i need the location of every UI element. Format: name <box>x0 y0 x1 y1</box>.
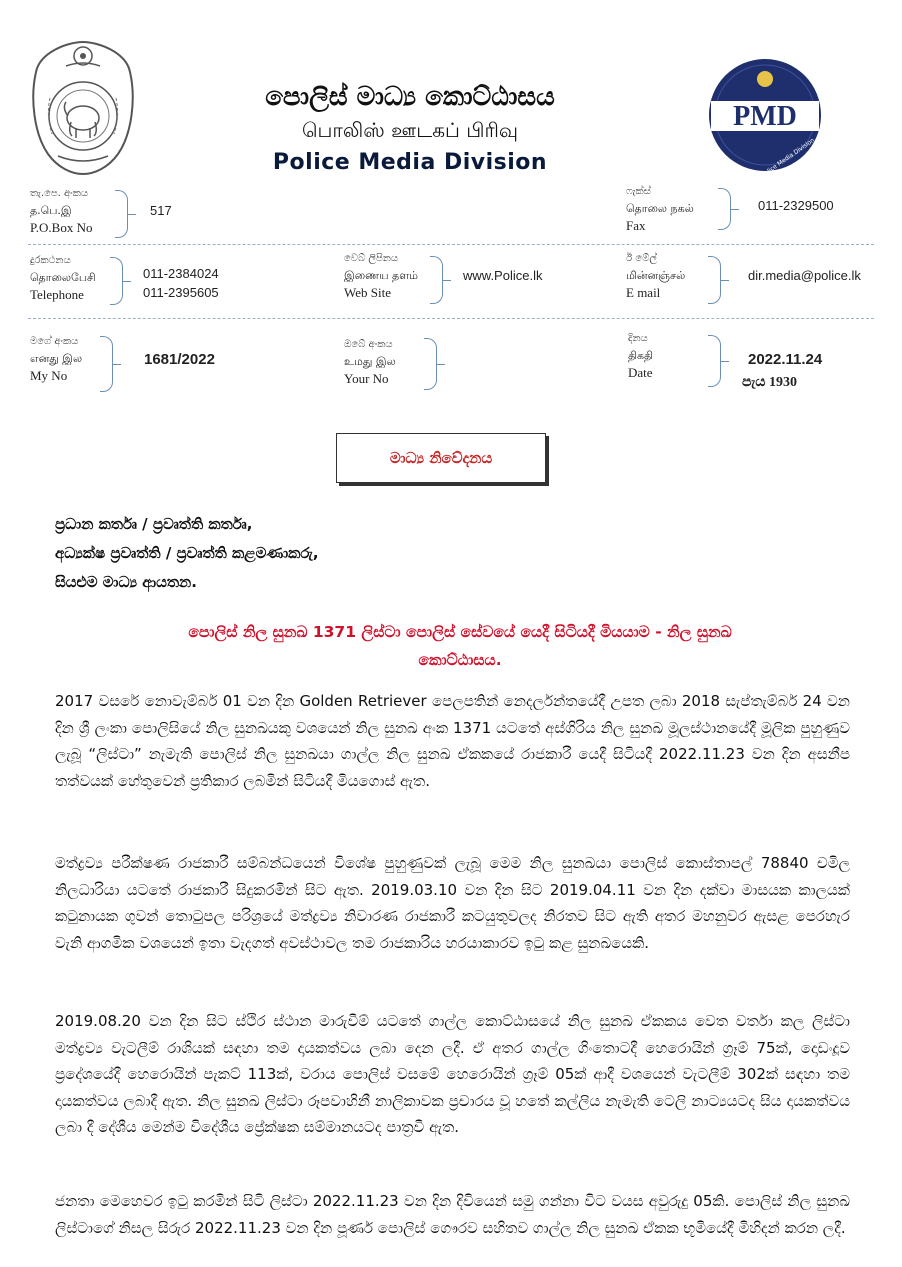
email-value[interactable]: dir.media@police.lk <box>748 268 861 283</box>
divider <box>28 318 874 319</box>
title-english: Police Media Division <box>272 150 548 175</box>
fax-brace <box>718 188 731 230</box>
body-paragraph-3: 2019.08.20 වන දින සිට ස්ථිර ස්ථාන මාරුවීම් යටතේ ගාල්ල කොට්ඨාසයේ නිල සුනඛ ඒකකය වෙත වර්තා කල ලිස්ටා මත්ද්‍රව්‍ය වැටලීම් රාශියක් සඳහා තම දායකත්වය ලබා දෙන ලදී. ඒ අතර ගාල්ල ගිංතොටදී හෙරොයින් ග්‍රෑම් 75ක්, දොඩංදූව ප්‍රදේශයේදී හෙරොයින් පැකට් 113ක්, වරාය පොලිස් වසමේ හෙරොයින් ග්‍රෑම් 05ක් ආදී වශයෙන් වැටලීම් 302ක් සඳහා තම දායකත්වය ලබාදී ඇත. නිල සුනඛ ලිස්ටා රූපවාහිනී නාලිකාවක ප්‍රචාරය වූ හතේ කල්ලිය නැමැති ටෙලි නාට්‍යයටද සිය දායකත්වය ලබා දී දේශීය මෙන්ම විදේශීය ප්‍රේක්ෂක සම්මානයටද පාත්‍රවී ඇත. <box>55 1012 850 1136</box>
police-emblem <box>28 38 138 178</box>
pmd-logo-text: PMD <box>733 101 797 132</box>
pobox-label-si: තැ.පෙ. අංකය <box>30 188 89 199</box>
date-label-si: දිනය <box>628 333 648 344</box>
website-label-ta: இணைய தளம் <box>344 269 418 282</box>
website-brace <box>430 256 443 304</box>
header-title-block <box>200 80 620 180</box>
telephone-brace <box>110 257 123 305</box>
fax-label-si: ෆැක්ස් <box>626 186 651 197</box>
fax-label-ta: தொலை நகல் <box>626 202 694 215</box>
my-no-label-en: My No <box>30 368 68 383</box>
date-label <box>628 330 653 381</box>
body-paragraph-1: 2017 වසරේ නොවැම්බර් 01 වන දින Golden Retriever පෙලපතින් නෙදර්ලන්තයේදී උපත ලබා 2018 සැප්තැම්බර් 24 වන දින ශ්‍රී ලංකා පොලිසියේ නිල සුනඛයකු වශයෙන් නිල සුනඛ අංක 1371 යටතේ අස්ගිරිය නිල සුනඛ මූලස්ථානයේදී මූලික පුහුණුව ලැබූ “ලිස්ටා” නැමැති පොලිස් නිල සුනඛයා ගාල්ල නිල සුනඛ ඒකකයේ රාජකාරී යෙදී සිටියදී 2022.11.23 වන දින අසනීප තත්වයක් හේතුවෙන් ප්‍රතිකාර ලබමින් සිටියදී මියගොස් ඇත. <box>55 692 850 790</box>
telephone-label-ta: தொலைபேசி <box>30 271 96 284</box>
pmd-logo-ring-text: Police Media Division <box>760 136 816 175</box>
website-value[interactable]: www.Police.lk <box>463 268 543 283</box>
body-paragraph-4: ජනතා මෙහෙවර ඉටු කරමින් සිටි ලිස්ටා 2022.11.23 වන දින දිවියෙන් සමු ගන්නා විට වයස අවුරුදු 05කි. පොලිස් නිල සුනඛ ලිස්ටාගේ නිසල සිරුර 2022.11.23 වන දින පූර්ණ පොලිස් ගෞරව සහිතව ගාල්ල නිල සුනඛ ඒකක භූමියේදී මිහිදන් කරන ලදී. <box>55 1192 850 1237</box>
your-no-label <box>344 336 396 387</box>
pobox-brace <box>115 190 128 238</box>
date-value: 2022.11.24 <box>748 351 823 368</box>
website-label-si: වෙබ් ලිපිනය <box>344 253 399 264</box>
website-label-en: Web Site <box>344 285 391 300</box>
headline-line-2: කොට්ඨාසය. <box>418 651 502 669</box>
date-label-ta: திகதி <box>628 349 654 362</box>
telephone-label-si: දුරකථනය <box>30 255 71 266</box>
telephone-label <box>30 252 96 303</box>
my-no-brace <box>100 336 113 392</box>
addressee-line: ප්‍රධාන කර්තෘ / ප්‍රවෘත්ති කර්තෘ, <box>55 515 253 533</box>
media-release-box <box>336 433 546 483</box>
telephone-value-2: 011-2395605 <box>143 285 219 300</box>
date-brace <box>708 335 721 387</box>
email-label-ta: மின்னஞ்சல் <box>626 269 686 282</box>
addressees <box>55 510 319 597</box>
headline-line-1: පොලිස් නිල සුනඛ 1371 ලිස්ටා පොලිස් සේවයේ යෙදී සිටියදී මියයාම - නිල සුනඛ <box>188 623 732 641</box>
fax-value: 011-2329500 <box>758 198 834 213</box>
date-label-en: Date <box>628 365 653 380</box>
addressee-line: අධ්‍යක්ෂ ප්‍රවෘත්ති / ප්‍රවෘත්ති කළමණාකරු, <box>55 544 319 562</box>
body-paragraph-2: මත්ද්‍රව්‍ය පරීක්ෂණ රාජකාරී සම්බන්ධයෙන් විශේෂ පුහුණුවක් ලැබූ මෙම නිල සුනඛයා පොලිස් කොස්තාපල් 78840 චමිල නිලධාරියා යටතේ රාජකාරී සිදුකරමින් සිට ඇත. 2019.03.10 වන දින සිට 2019.04.11 වන දින දක්වා මාසයක කාලයක් කටුනායක ගුවන් තොටුපල පරිශ්‍රයේ මත්ද්‍රව්‍ය නිවාරණ රාජකාරී කටයුතුවලද නිරතව සිට ඇති අතර මහනුවර ඇසළ පෙරහැර වැනි ආගමික වශයෙන් ඉතා වැදගත් අවස්ථාවල තම රාජකාරිය හරයාකාරව ඉටු කළ සුනඛයෙකි. <box>55 854 850 952</box>
time-value: පැය 1930 <box>742 375 797 390</box>
pmd-logo-icon <box>705 55 825 175</box>
email-label-en: E mail <box>626 285 661 300</box>
email-brace <box>708 256 721 304</box>
my-no-value: 1681/2022 <box>144 351 215 368</box>
email-label <box>626 250 685 301</box>
my-no-label-ta: எனது இல <box>30 352 83 365</box>
divider <box>28 244 874 245</box>
headline <box>90 618 830 674</box>
title-sinhala: පොලිස් මාධ්‍ය කොට්ඨාසය <box>265 82 555 112</box>
pobox-label <box>30 185 93 236</box>
email-label-si: ඊ මේල් <box>626 253 657 264</box>
your-no-brace <box>424 338 437 390</box>
fax-label-en: Fax <box>626 218 646 233</box>
your-no-label-ta: உமது இல <box>344 355 396 368</box>
website-label <box>344 250 418 301</box>
title-tamil: பொலிஸ் ஊடகப் பிரிவு <box>301 118 518 142</box>
your-no-label-si: ඔබේ අංකය <box>344 339 393 350</box>
police-crest-icon <box>28 38 138 178</box>
your-no-label-en: Your No <box>344 371 389 386</box>
my-no-label <box>30 333 82 384</box>
telephone-label-en: Telephone <box>30 287 84 302</box>
pobox-value: 517 <box>150 203 172 218</box>
addressee-line: සියළුම මාධ්‍ය ආයතන. <box>55 573 197 591</box>
media-release-label: මාධ්‍ය නිවේදනය <box>389 449 493 467</box>
my-no-label-si: මගේ අංකය <box>30 336 79 347</box>
pobox-label-en: P.O.Box No <box>30 220 93 235</box>
fax-label <box>626 183 694 234</box>
pmd-logo <box>705 55 825 175</box>
telephone-value-1: 011-2384024 <box>143 266 219 281</box>
pobox-label-ta: த.பெ.இ <box>30 204 72 217</box>
